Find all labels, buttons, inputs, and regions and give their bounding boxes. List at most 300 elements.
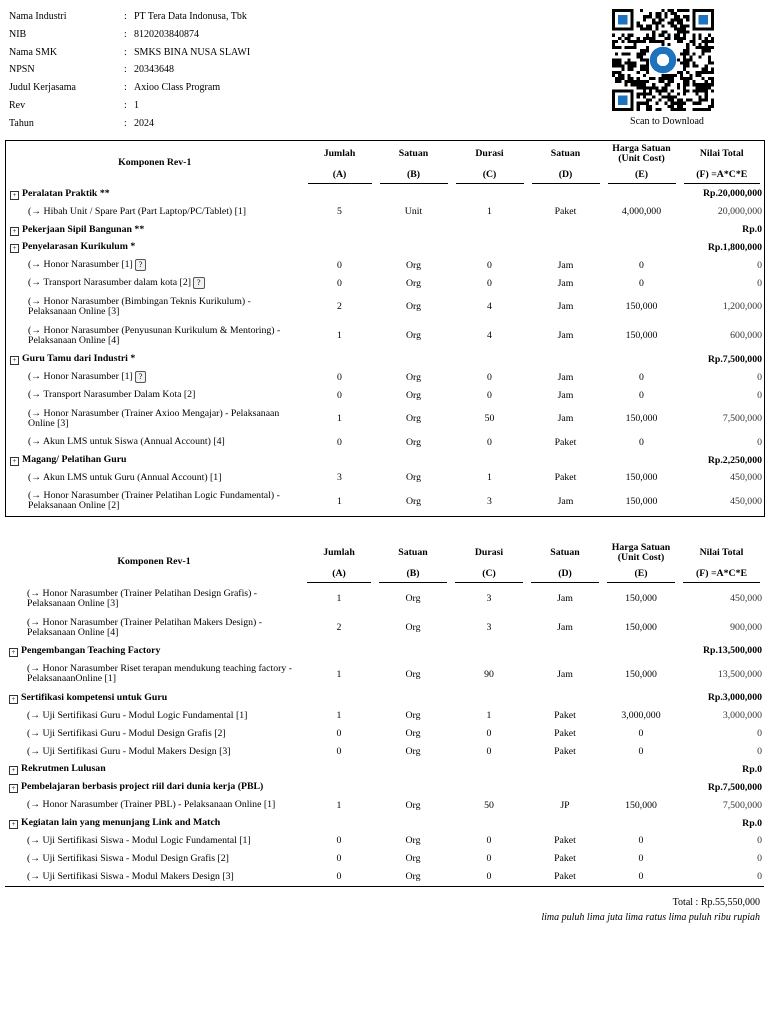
harga-cell: 0 (639, 436, 644, 448)
jumlah-cell: 2 (337, 301, 342, 313)
durasi-cell: 0 (486, 835, 492, 847)
jumlah-cell: 2 (336, 622, 342, 633)
header-row (6, 141, 765, 168)
item-label: (→ Hibah Unit / Spare Part (Part Laptop/PC/Tablet) [1] (28, 205, 247, 217)
expand-icon[interactable]: + (10, 457, 19, 466)
column-code (451, 566, 527, 584)
item-row (5, 743, 764, 761)
category-name (5, 642, 679, 660)
jumlah-cell: 0 (336, 728, 342, 740)
info-row: NPSN : 20343648 (9, 61, 250, 79)
nilai-total-cell: 0 (757, 728, 762, 740)
satuan-cell: Org (405, 371, 422, 383)
harga-cell: 0 (639, 259, 644, 271)
satuan-cell: Org (405, 413, 422, 425)
expand-icon[interactable]: + (9, 695, 18, 704)
column-code (528, 167, 604, 185)
harga-cell: 150,000 (625, 593, 657, 604)
column-header: Nilai Total (699, 148, 744, 159)
harga-cell: 150,000 (625, 301, 658, 313)
satuan-cell: Org (405, 622, 421, 633)
item-row (6, 404, 765, 433)
category-row[interactable] (6, 350, 765, 368)
column-code-label: (F) =A*C*E (683, 568, 760, 583)
harga-cell: 0 (639, 371, 644, 383)
satuan-cell: Org (405, 728, 421, 740)
category-row[interactable] (5, 761, 764, 779)
satuan-unit-cell: Paket (554, 436, 577, 448)
item-label: (→ Honor Narasumber Riset terapan mendukung teaching factory - PelaksanaanOnline [1] (27, 663, 292, 685)
column-code (375, 566, 451, 584)
table-header (6, 141, 765, 186)
budget-table-part-1 (5, 140, 764, 517)
info-label: Nama Industri (9, 11, 67, 22)
harga-cell: 150,000 (625, 622, 657, 633)
item-row (5, 584, 764, 613)
jumlah-cell: 1 (337, 413, 342, 425)
category-row[interactable] (5, 814, 764, 832)
durasi-cell: 3 (486, 622, 492, 633)
nilai-total-cell: 0 (757, 746, 762, 758)
category-total: Rp.0 (742, 763, 762, 775)
nilai-total-cell: 1,200,000 (722, 301, 762, 313)
item-label: (→ Akun LMS untuk Guru (Annual Account) [1] (28, 471, 222, 483)
column-header: Satuan (550, 148, 581, 159)
durasi-cell: 4 (487, 330, 492, 342)
column-code (376, 167, 452, 185)
jumlah-cell: 1 (336, 799, 342, 811)
jumlah-cell: 0 (337, 371, 342, 383)
column-code (603, 566, 679, 584)
nilai-total-cell: 0 (757, 835, 762, 847)
info-label: NIB (9, 28, 27, 40)
nilai-total-cell: 0 (757, 259, 762, 271)
item-label: (→ Honor Narasumber (Trainer Pelatihan Design Grafis) - Pelaksanaan Online [3] (27, 587, 258, 609)
jumlah-cell: 1 (336, 710, 342, 722)
item-label: (→ Transport Narasumber dalam kota [2] (28, 277, 191, 289)
category-row[interactable] (6, 451, 765, 469)
category-label: Peralatan Praktik ** (22, 187, 110, 199)
item-label: (→ Honor Narasumber [1] (28, 371, 133, 383)
satuan-unit-cell: Jam (557, 301, 574, 313)
item-row (6, 203, 765, 221)
info-value: SMKS BINA NUSA SLAWI (134, 46, 251, 58)
satuan-unit-cell: Paket (554, 710, 576, 722)
jumlah-cell: 0 (336, 853, 342, 865)
expand-icon[interactable]: + (10, 244, 19, 253)
nilai-total-cell: 450,000 (730, 472, 762, 484)
item-label: (→ Uji Sertifikasi Siswa - Modul Design Grafis [2] (27, 852, 229, 864)
nilai-total-cell: 13,500,000 (717, 668, 762, 680)
column-header: Jumlah (323, 148, 356, 159)
durasi-cell: 0 (486, 871, 492, 883)
info-label: NPSN (9, 64, 35, 76)
column-code (680, 167, 765, 185)
jumlah-cell: 0 (336, 835, 342, 847)
item-name (6, 404, 304, 433)
satuan-cell: Org (405, 495, 422, 507)
item-name (5, 725, 303, 743)
column-code-label: (F) =A*C*E (684, 169, 761, 184)
item-label: (→ Uji Sertifikasi Siswa - Modul Makers Design [3] (27, 870, 234, 882)
item-label: (→ Honor Narasumber (Trainer Pelatihan Logic Fundamental) - Pelaksanaan Online [2] (28, 490, 280, 512)
column-header: Harga Satuan (Unit Cost) (612, 143, 671, 164)
category-label: Sertifikasi kompetensi untuk Guru (21, 691, 168, 703)
satuan-unit-cell: Paket (554, 728, 576, 740)
jumlah-cell: 0 (336, 871, 342, 883)
qr-code-icon[interactable] (612, 9, 714, 111)
info-row: Nama Industri : PT Tera Data Indonusa, Tbk (9, 8, 250, 26)
harga-cell: 150,000 (625, 668, 657, 680)
nilai-total-cell: 3,000,000 (722, 710, 762, 722)
item-label: (→ Honor Narasumber (Trainer PBL) - Pelaksanaan Online [1] (27, 799, 276, 811)
column-code-label: (D) (531, 568, 599, 583)
jumlah-cell: 0 (337, 389, 342, 401)
item-row (6, 487, 765, 517)
jumlah-cell: 3 (337, 472, 342, 484)
item-name (6, 368, 304, 386)
category-total: Rp.1,800,000 (707, 241, 762, 253)
qr-caption: Scan to Download (630, 116, 704, 127)
column-code-label: (A) (307, 568, 371, 583)
item-name (6, 292, 304, 321)
satuan-cell: Org (405, 389, 422, 401)
nilai-total-cell: 0 (757, 277, 762, 289)
info-row: Tahun : 2024 (9, 115, 250, 133)
category-row[interactable] (5, 778, 764, 796)
category-name (6, 239, 680, 257)
satuan-unit-cell: Paket (554, 472, 577, 484)
item-row (5, 850, 764, 868)
expand-icon[interactable]: + (9, 766, 18, 775)
item-row (5, 832, 764, 850)
satuan-unit-cell: Jam (557, 277, 574, 289)
category-name (5, 689, 679, 707)
satuan-unit-cell: Paket (554, 835, 576, 847)
column-code-label: (C) (456, 169, 524, 184)
category-row[interactable] (5, 642, 764, 660)
satuan-unit-cell: Jam (557, 593, 573, 604)
column-code (452, 167, 528, 185)
durasi-cell: 90 (484, 668, 494, 680)
category-label: Kegiatan lain yang menunjang Link and Match (21, 817, 221, 829)
durasi-cell: 0 (486, 853, 492, 865)
satuan-cell: Org (405, 746, 421, 758)
category-total: Rp.2,250,000 (707, 454, 762, 466)
jumlah-cell: 0 (336, 746, 342, 758)
item-label: (→ Uji Sertifikasi Guru - Modul Logic Fundamental [1] (27, 709, 248, 721)
nilai-total-cell: 450,000 (730, 495, 762, 507)
info-value: 20343648 (134, 64, 174, 76)
satuan-cell: Org (405, 871, 421, 883)
grand-total: Total : Rp.55,550,000 (672, 897, 760, 908)
info-label: Nama SMK (9, 46, 58, 58)
column-code-label: (E) (608, 169, 676, 184)
expand-icon[interactable]: + (10, 227, 19, 236)
item-row (5, 613, 764, 642)
category-row[interactable] (6, 185, 765, 203)
harga-cell: 3,000,000 (621, 710, 661, 722)
category-label: Penyelarasan Kurikulum * (22, 241, 136, 253)
harga-cell: 0 (638, 871, 644, 883)
jumlah-cell: 1 (336, 593, 342, 604)
item-label: (→ Transport Narasumber Dalam Kota [2] (28, 389, 196, 401)
item-name (5, 660, 303, 689)
info-label: Judul Kerjasama (9, 82, 76, 94)
jumlah-cell: 0 (337, 277, 342, 289)
nilai-total-cell: 0 (757, 371, 762, 383)
info-row: Judul Kerjasama : Axioo Class Program (9, 79, 250, 97)
durasi-cell: 4 (487, 301, 492, 313)
nilai-total-cell: 0 (757, 389, 762, 401)
item-name (6, 469, 304, 487)
satuan-unit-cell: Jam (557, 668, 573, 680)
category-label: Pengembangan Teaching Factory (21, 644, 161, 656)
column-code-label: (E) (607, 568, 675, 583)
nilai-total-cell: 0 (757, 436, 762, 448)
column-code (527, 566, 603, 584)
category-label: Pekerjaan Sipil Bangunan ** (22, 223, 145, 235)
item-name (6, 274, 304, 292)
info-label: Rev (9, 99, 26, 111)
harga-cell: 0 (639, 277, 644, 289)
item-name (6, 386, 304, 404)
jumlah-cell: 1 (337, 495, 342, 507)
item-row (5, 725, 764, 743)
question-icon[interactable]: ? (135, 259, 147, 271)
category-name (5, 814, 679, 832)
column-header: Satuan (398, 547, 428, 558)
item-name (5, 584, 303, 613)
satuan-unit-cell: Paket (554, 746, 576, 758)
expand-icon[interactable]: + (9, 784, 18, 793)
item-row (5, 707, 764, 725)
komponen-header: Komponen Rev-1 (117, 556, 191, 567)
item-name (6, 256, 304, 274)
category-total: Rp.0 (742, 224, 762, 236)
expand-icon[interactable]: + (9, 648, 18, 657)
nilai-total-cell: 7,500,000 (722, 413, 762, 425)
info-value: Axioo Class Program (134, 82, 221, 94)
question-icon[interactable]: ? (135, 371, 147, 383)
item-name (5, 707, 303, 725)
durasi-cell: 0 (487, 436, 492, 448)
category-name (6, 451, 680, 469)
durasi-cell: 0 (486, 728, 492, 740)
durasi-cell: 50 (484, 413, 495, 425)
column-code (303, 566, 375, 584)
satuan-unit-cell: Jam (557, 495, 574, 507)
item-label: (→ Honor Narasumber (Penyusunan Kurikulum & Mentoring) - Pelaksanaan Online [4] (28, 324, 281, 346)
item-row (6, 292, 765, 321)
column-header: Harga Satuan (Unit Cost) (611, 542, 671, 563)
item-label: (→ Akun LMS untuk Siswa (Annual Account) [4] (28, 436, 225, 448)
table-header (5, 540, 764, 584)
item-name (5, 743, 303, 761)
item-name (5, 868, 303, 887)
item-label: (→ Uji Sertifikasi Guru - Modul Design Grafis [2] (27, 727, 226, 739)
item-label: (→ Honor Narasumber (Bimbingan Teknis Kurikulum) - Pelaksanaan Online [3] (28, 295, 251, 317)
category-name (5, 778, 679, 796)
item-label: (→ Uji Sertifikasi Siswa - Modul Logic Fundamental [1] (27, 834, 251, 846)
column-code-label: (B) (379, 568, 447, 583)
category-label: Rekrutmen Lulusan (21, 763, 106, 775)
info-row: Nama SMK : SMKS BINA NUSA SLAWI (9, 44, 250, 62)
satuan-unit-cell: Paket (554, 206, 577, 218)
nilai-total-cell: 20,000,000 (717, 206, 762, 218)
harga-cell: 150,000 (625, 413, 658, 425)
category-row[interactable] (6, 239, 765, 257)
info-value: 8120203840874 (134, 28, 199, 40)
harga-cell: 0 (638, 728, 644, 740)
header-row (5, 540, 764, 566)
durasi-cell: 50 (484, 799, 494, 811)
item-row (6, 368, 765, 386)
expand-icon[interactable]: + (9, 820, 18, 829)
item-label: (→ Honor Narasumber (Trainer Pelatihan Makers Design) - Pelaksanaan Online [4] (27, 616, 262, 638)
category-label: Guru Tamu dari Industri * (22, 353, 136, 365)
jumlah-cell: 0 (337, 259, 342, 271)
item-name (5, 850, 303, 868)
category-name (6, 185, 680, 203)
item-row (5, 660, 764, 689)
column-code (304, 167, 376, 185)
jumlah-cell: 0 (337, 436, 342, 448)
category-name (6, 350, 680, 368)
harga-cell: 150,000 (625, 472, 658, 484)
column-header: Jumlah (323, 547, 355, 558)
harga-cell: 0 (638, 835, 644, 847)
harga-cell: 0 (638, 746, 644, 758)
item-row (5, 796, 764, 814)
item-name (5, 613, 303, 642)
info-row: NIB : 8120203840874 (9, 26, 250, 44)
item-row (6, 256, 765, 274)
satuan-unit-cell: Paket (554, 871, 576, 883)
total-in-words: lima puluh lima juta lima ratus lima puluh ribu rupiah (541, 912, 760, 923)
satuan-cell: Unit (404, 206, 423, 218)
question-icon[interactable]: ? (193, 277, 205, 289)
expand-icon[interactable]: + (10, 356, 19, 365)
komponen-header: Komponen Rev-1 (118, 157, 192, 168)
item-name (6, 487, 304, 517)
nilai-total-cell: 600,000 (730, 330, 762, 342)
harga-cell: 150,000 (625, 495, 658, 507)
column-code-label: (D) (532, 169, 600, 184)
category-name (5, 761, 679, 779)
category-label: Pembelajaran berbasis project riil dari dunia kerja (PBL) (21, 781, 264, 793)
satuan-unit-cell: Jam (557, 389, 574, 401)
budget-table-part-2 (5, 540, 764, 887)
column-header: Satuan (398, 148, 429, 159)
harga-cell: 150,000 (625, 330, 658, 342)
item-label: (→ Honor Narasumber [1] (28, 259, 133, 271)
satuan-cell: Org (405, 799, 421, 811)
column-code-label: (A) (308, 169, 372, 184)
nilai-total-cell: 0 (757, 871, 762, 883)
durasi-cell: 0 (487, 277, 492, 289)
item-label: (→ Honor Narasumber (Trainer Axioo Mengajar) - Pelaksanaan Online [3] (28, 407, 280, 429)
category-total: Rp.3,000,000 (707, 692, 762, 704)
category-total: Rp.0 (742, 817, 762, 829)
satuan-unit-cell: Jam (557, 371, 574, 383)
item-row (6, 469, 765, 487)
satuan-cell: Org (405, 436, 422, 448)
durasi-cell: 1 (487, 472, 492, 484)
satuan-cell: Org (405, 301, 422, 313)
item-row (6, 386, 765, 404)
column-code-label: (C) (455, 568, 523, 583)
column-code (604, 167, 680, 185)
column-code-label: (B) (380, 169, 448, 184)
column-code (679, 566, 764, 584)
durasi-cell: 3 (487, 495, 492, 507)
item-name (6, 321, 304, 350)
category-row[interactable] (5, 689, 764, 707)
category-label: Magang/ Pelatihan Guru (22, 454, 127, 466)
durasi-cell: 0 (487, 371, 492, 383)
item-name (6, 203, 304, 221)
category-row[interactable] (6, 221, 765, 239)
category-total: Rp.7,500,000 (707, 781, 762, 793)
satuan-unit-cell: Jam (557, 330, 574, 342)
harga-cell: 0 (638, 853, 644, 865)
item-row (6, 321, 765, 350)
durasi-cell: 0 (487, 259, 492, 271)
category-name (6, 221, 680, 239)
durasi-cell: 1 (487, 206, 492, 218)
column-header: Durasi (474, 547, 504, 558)
satuan-cell: Org (405, 668, 421, 680)
harga-cell: 4,000,000 (621, 206, 662, 218)
column-header: Nilai Total (699, 547, 744, 558)
satuan-cell: Org (405, 593, 421, 604)
category-total: Rp.20,000,000 (702, 188, 762, 200)
category-total: Rp.7,500,000 (707, 353, 762, 365)
satuan-unit-cell: Jam (557, 259, 574, 271)
item-name (5, 832, 303, 850)
item-name (6, 433, 304, 451)
item-row (6, 433, 765, 451)
category-total: Rp.13,500,000 (702, 645, 762, 657)
satuan-cell: Org (405, 277, 422, 289)
info-value: 2024 (134, 117, 154, 129)
expand-icon[interactable]: + (10, 191, 19, 200)
durasi-cell: 0 (486, 746, 492, 758)
satuan-cell: Org (405, 472, 422, 484)
satuan-cell: Org (405, 710, 421, 722)
harga-cell: 150,000 (625, 799, 657, 811)
satuan-unit-cell: Jam (557, 622, 573, 633)
info-value: 1 (134, 99, 139, 111)
item-label: (→ Uji Sertifikasi Guru - Modul Makers Design [3] (27, 745, 231, 757)
durasi-cell: 0 (487, 389, 492, 401)
info-label: Tahun (9, 117, 34, 129)
satuan-cell: Org (405, 835, 421, 847)
nilai-total-cell: 450,000 (730, 593, 762, 604)
info-value: PT Tera Data Indonusa, Tbk (134, 11, 247, 22)
nilai-total-cell: 7,500,000 (722, 799, 762, 811)
item-row (6, 274, 765, 292)
column-header: Satuan (550, 547, 580, 558)
satuan-unit-cell: Paket (554, 853, 576, 865)
document-info (9, 8, 250, 133)
item-row (5, 868, 764, 887)
nilai-total-cell: 0 (757, 853, 762, 865)
jumlah-cell: 1 (336, 668, 342, 680)
satuan-unit-cell: Jam (557, 413, 574, 425)
satuan-cell: Org (405, 330, 422, 342)
